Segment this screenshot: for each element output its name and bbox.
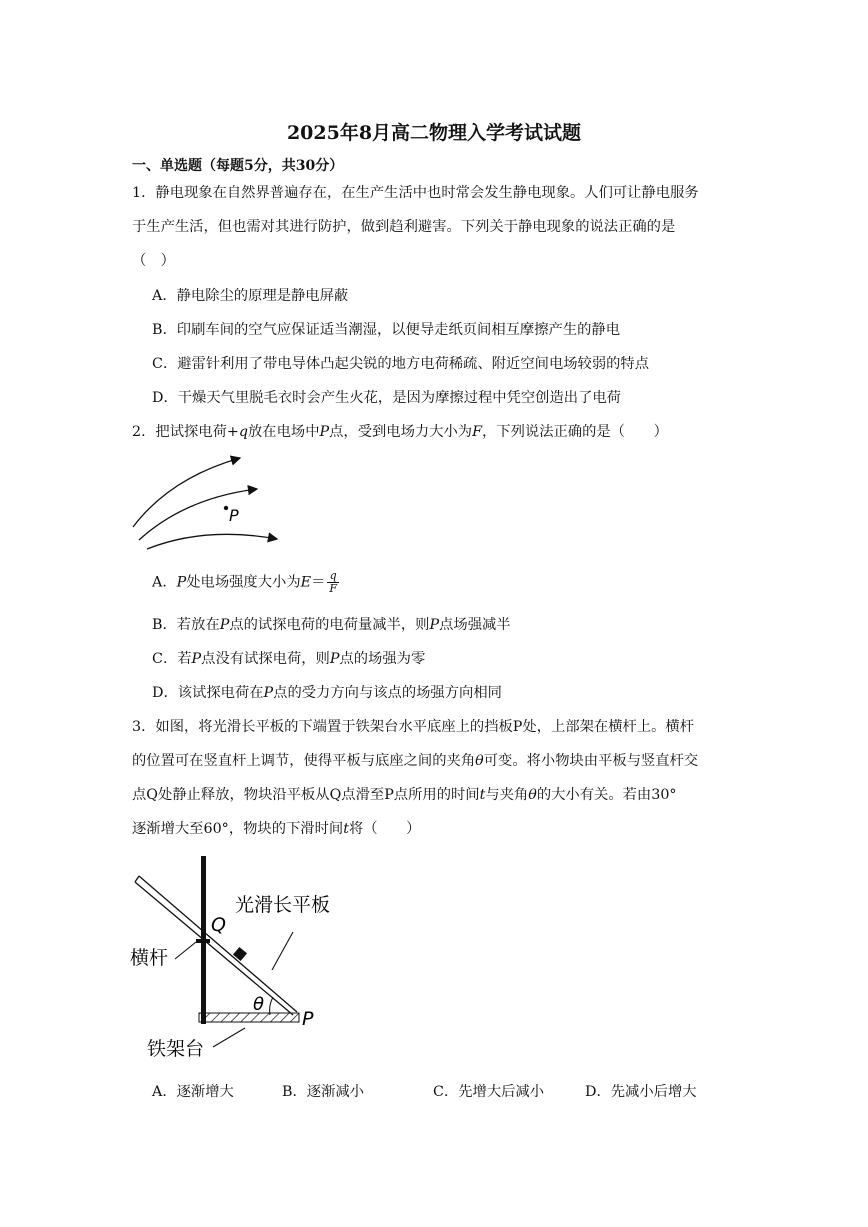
crossbar-leader-line [175,942,196,959]
point-p-label: P [302,1008,314,1030]
page-title: 2025年8月高二物理入学考试试题 [286,122,582,144]
board-leader-line [272,932,293,970]
q3-stem-line1: 3．如图，将光滑长平板的下端置于铁架台水平底座上的挡板P处，上部架在横杆上。横杆 [132,719,694,735]
q1-stem-line3: （ ） [132,253,175,269]
q1-option-b: B．印刷车间的空气应保证适当潮湿，以便导走纸页间相互摩擦产生的静电 [152,322,621,338]
point-p-dot [224,506,228,510]
board-label: 光滑长平板 [235,894,331,916]
q2-option-d: D．该试探电荷在P点的受力方向与该点的场强方向相同 [152,685,502,701]
incline-apparatus-figure [125,850,355,1065]
q3-option-b: B．逐渐减小 [282,1084,364,1100]
q1-option-c: C．避雷针利用了带电导体凸起尖锐的地方电荷稀疏、附近空间电场较弱的特点 [152,356,650,372]
stand-leader-line [213,1028,245,1047]
q3-option-c: C．先增大后减小 [433,1084,545,1100]
q3-option-d: D．先减小后增大 [585,1084,697,1100]
q1-stem-line1: 1．静电现象在自然界普遍存在，在生产生活中也时常会发生静电现象。人们可让静电服务 [132,185,699,201]
q1-option-a: A．静电除尘的原理是静电屏蔽 [152,288,349,304]
q3-stem-line2: 的位置可在竖直杆上调节，使得平板与底座之间的夹角θ可变。将小物块由平板与竖直杆交 [132,753,699,769]
q3-stem-line3: 点Q处静止释放，物块沿平板从Q点滑至P点所用的时间t与夹角θ的大小有关。若由30° [132,787,677,803]
q3-stem-line4: 逐渐增大至60°，物块的下滑时间t将（ ） [132,821,421,837]
angle-arc [270,997,273,1015]
angle-theta-label: θ [253,994,265,1015]
q2-option-a: A．P处电场强度大小为E＝ $\frac{q}{F}$ [152,569,337,595]
q1-option-d: D．干燥天气里脱毛衣时会产生火花，是因为摩擦过程中凭空创造出了电荷 [152,390,621,406]
crossbar-label: 横杆 [130,947,169,969]
section-heading: 一、单选题（每题5分，共30分） [132,158,344,174]
q3-option-a: A．逐渐增大 [152,1084,234,1100]
q1-stem-line2: 于生产生活，但也需对其进行防护，做到趋利避害。下列关于静电现象的说法正确的是 [132,219,676,235]
stand-base [199,1013,299,1022]
fraction-q-over-f: $\frac{q}{F}$ [329,569,337,595]
point-p-label: P [229,506,239,525]
point-q-label: Q [211,914,226,936]
q2-option-b: B．若放在P点的试探电荷的电荷量减半，则P点场强减半 [152,617,511,633]
electric-field-lines-figure [125,450,285,555]
field-line-middle [139,489,257,540]
field-line-top [133,458,240,527]
q2-option-c: C．若P点没有试探电荷，则P点的场强为零 [152,651,426,667]
stand-label: 铁架台 [147,1038,205,1060]
field-line-bottom [147,534,277,549]
q2-stem: 2．把试探电荷+q放在电场中P点，受到电场力大小为F，下列说法正确的是（ ） [132,424,668,440]
